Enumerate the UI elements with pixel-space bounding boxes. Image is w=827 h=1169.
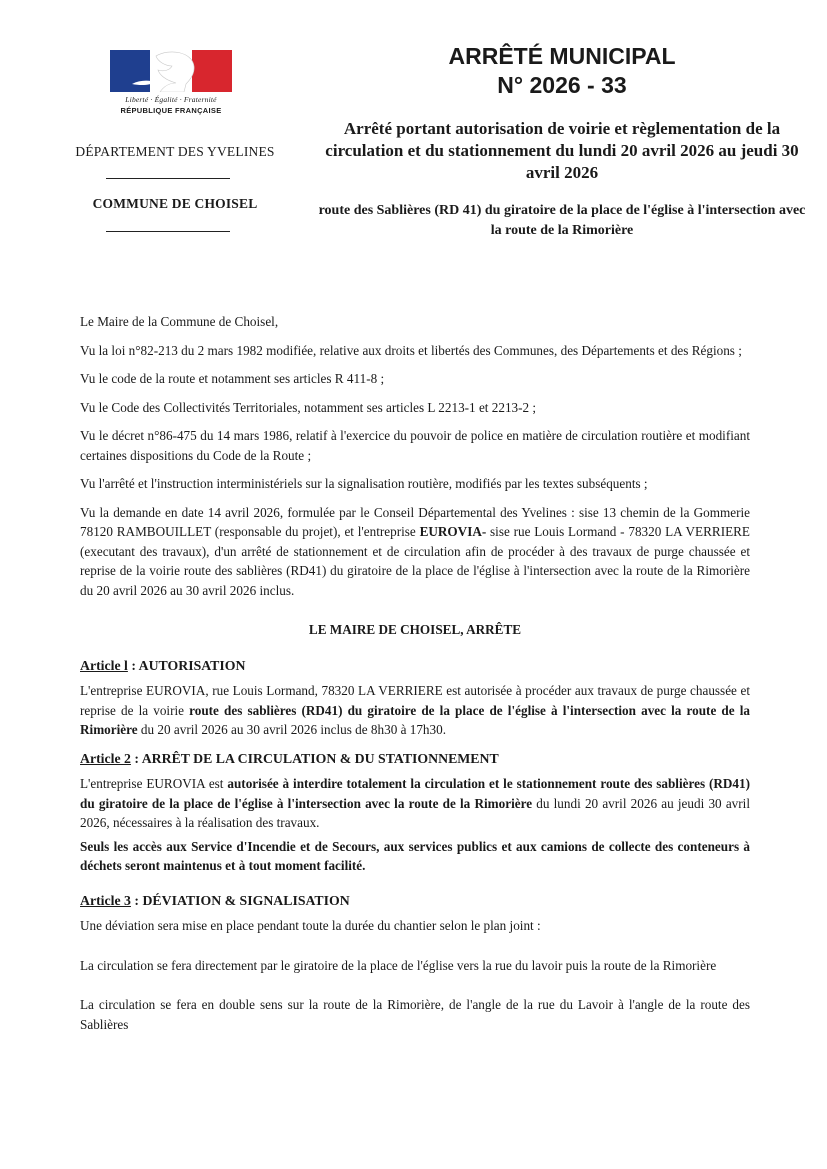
article3-title (80, 891, 750, 911)
arrete-subtitle: Arrêté portant autorisation de voirie et règlementation de la circulation et du stationnement du lundi 20 avril 2026 au jeudi 30 avril 2026 (325, 119, 799, 182)
vu-code-route: Vu le code de la route et notamment ses articles R 411-8 ; (80, 371, 385, 386)
intro-maire: Le Maire de la Commune de Choisel, (80, 314, 279, 329)
article2-text-part2: du lundi 20 avril 2026 au jeudi 30 avril 2026, nécessaires à la réalisation des travaux. (80, 795, 750, 830)
vu-demande-eurovia: EUROVIA- (419, 524, 487, 539)
article2-number: Article 2 (80, 750, 131, 766)
article1-title (80, 656, 750, 676)
article2-secours: Seuls les accès aux Service d'Incendie et de Secours, aux services publics et aux camions de collecte des conteneurs à déchets seront maintenus et à tout moment facilité. (80, 838, 750, 873)
arrete-number: N° 2026 - 33 (497, 72, 627, 98)
article3-deviation: Une déviation sera mise en place pendant toute la durée du chantier selon le plan joint : (80, 918, 541, 933)
article3-circulation1: La circulation se fera directement par le giratoire de la place de l'église vers la rue du lavoir puis la route de la Rimorière (80, 957, 717, 973)
article1-number: Article l (80, 657, 128, 673)
logo-motto: Liberté · Égalité · Fraternité (125, 95, 217, 104)
article2-title (80, 749, 750, 769)
article2-name: ARRÊT DE LA CIRCULATION & DU STATIONNEMENT (141, 750, 499, 766)
commune-label: COMMUNE DE CHOISEL (92, 196, 258, 211)
marianne-flag-icon (110, 50, 232, 92)
vu-loi: Vu la loi n°82-213 du 2 mars 1982 modifiée, relative aux droits et libertés des Communes, des Départements et des Régions ; (80, 342, 742, 358)
vu-demande-part2: sise rue Louis Lormand - 78320 LA VERRIERE (executant des travaux), d'un arrêté de stationnement et de circulation afin de procéder à des travaux de purge chaussée et reprise de la voirie route des sablières (RD41) du giratoire de la place de l'église à l'intersection avec la route de la Rimorière du 20 avril 2026 au 30 avril 2026 inclus. (80, 524, 750, 598)
vu-arrete: Vu l'arrêté et l'instruction interministériels sur la signalisation routière, modifiés par les textes subséquents ; (80, 476, 648, 491)
vu-demande-part1: Vu la demande en date 14 avril 2026, formulée par le Conseil Départemental des Yvelines : sise 13 chemin de la Gommerie 78120 RAMBOUILLET (responsable du projet), et l'entreprise (80, 504, 750, 539)
article3-number: Article 3 (80, 892, 131, 908)
logo-republique: RÉPUBLIQUE FRANÇAISE (120, 106, 222, 115)
article1-text-bold: route des sablières (RD41) du giratoire de la place de l'église à l'intersection avec la route de la Rimorière (80, 702, 751, 737)
vu-decret: Vu le décret n°86-475 du 14 mars 1986, relatif à l'exercice du pouvoir de police en matière de circulation routière et modifiant certaines dispositions du Code de la Route ; (80, 428, 750, 463)
article1-name: AUTORISATION (138, 657, 246, 673)
article2-text-part1: L'entreprise EUROVIA est (80, 776, 228, 791)
marianne-logo (110, 50, 232, 115)
divider (106, 231, 230, 232)
document-body (80, 312, 750, 1043)
vu-cgct: Vu le Code des Collectivités Territoriales, notamment ses articles L 2213-1 et 2213-2 ; (80, 399, 537, 415)
decision-heading: LE MAIRE DE CHOISEL, ARRÊTE (308, 622, 522, 637)
departement-label: DÉPARTEMENT DES YVELINES (75, 144, 275, 159)
article1-text-part1: L'entreprise EUROVIA, rue Louis Lormand, 78320 LA VERRIERE est autorisée à procéder aux travaux de purge chaussée et reprise de la voirie (80, 683, 750, 718)
article2-text (80, 774, 750, 833)
article1-separator: : (127, 657, 139, 673)
vu-demande (80, 503, 750, 601)
article3-circulation2: La circulation se fera en double sens sur la route de la Rimorière, de l'angle de la rue du Lavoir à l'angle de la route des Sablières (80, 997, 750, 1032)
divider (106, 178, 230, 179)
article2-separator: : (130, 750, 142, 766)
article3-separator: : (130, 892, 143, 908)
arrete-title-line1: ARRÊTÉ MUNICIPAL (448, 43, 676, 69)
article2-text-bold: autorisée à interdire totalement la circulation et le stationnement route des sablières (RD41) du giratoire de la place de l'église à l'intersection avec la route de la Rimorière (80, 776, 750, 811)
article1-text (80, 681, 750, 740)
article3-name: DÉVIATION & SIGNALISATION (142, 892, 350, 908)
article1-text-part2: du 20 avril 2026 au 30 avril 2026 inclus de 8h30 à 17h30. (137, 722, 447, 737)
arrete-title (400, 42, 724, 100)
arrete-location: route des Sablières (RD 41) du giratoire de la place de l'église à l'intersection avec la route de la Rimorière (318, 203, 806, 238)
